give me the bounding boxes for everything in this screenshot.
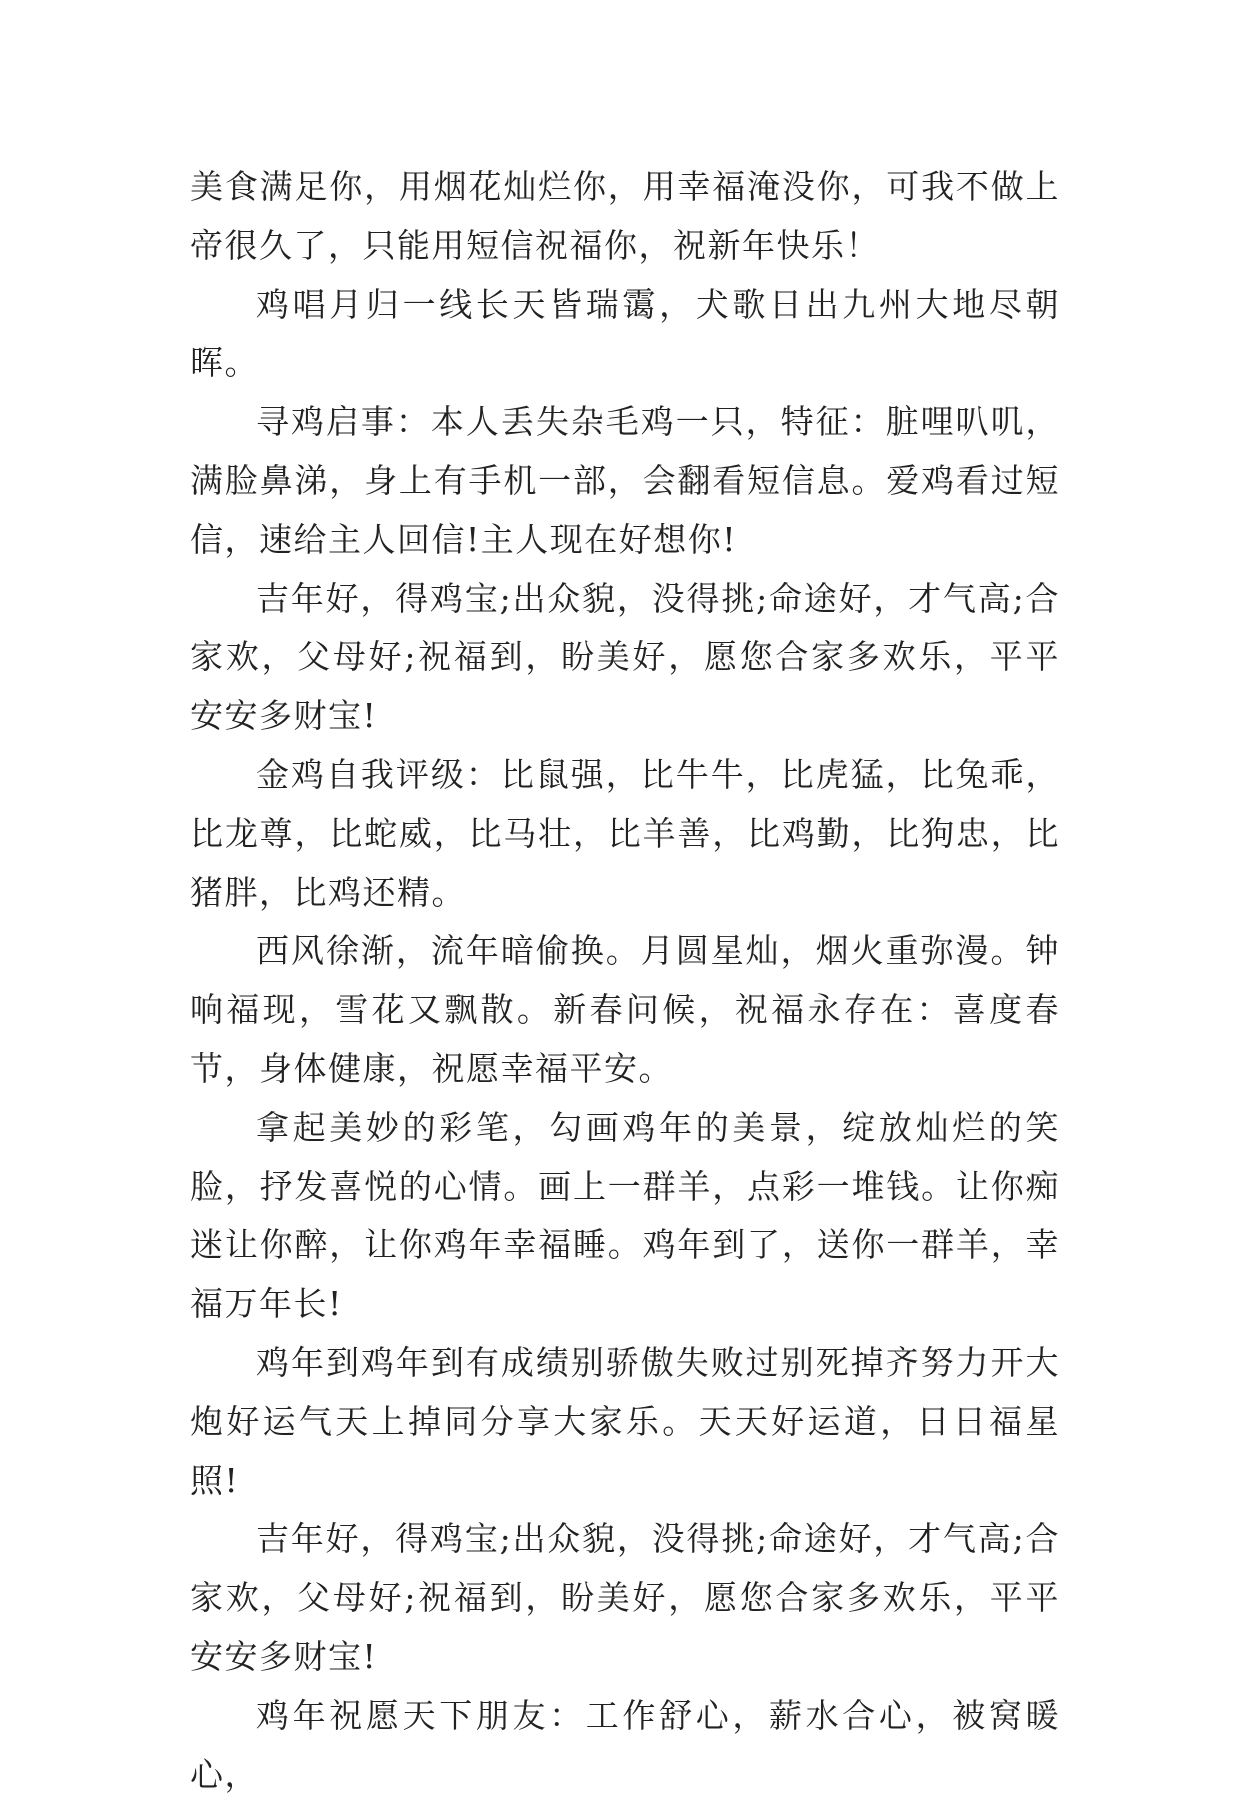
paragraph: 西风徐渐，流年暗偷换。月圆星灿，烟火重弥漫。钟响福现，雪花又飘散。新春问候，祝福永存在：喜度春节，身体健康，祝愿幸福平安。	[190, 931, 1060, 1088]
paragraph: 吉年好，得鸡宝;出众貌，没得挑;命途好，才气高;合家欢，父母好;祝福到，盼美好，愿您合家多欢乐，平平安安多财宝!	[190, 1519, 1060, 1676]
paragraph: 金鸡自我评级：比鼠强，比牛牛，比虎猛，比兔乖，比龙尊，比蛇威，比马壮，比羊善，比鸡勤，比狗忠，比猪胖，比鸡还精。	[190, 754, 1060, 912]
paragraph: 鸡年到鸡年到有成绩别骄傲失败过别死掉齐努力开大炮好运气天上掉同分享大家乐。天天好运道，日日福星照!	[190, 1342, 1060, 1500]
paragraph: 鸡年祝愿天下朋友：工作舒心，薪水合心，被窝暖心，	[190, 1695, 1060, 1794]
paragraph: 吉年好，得鸡宝;出众貌，没得挑;命途好，才气高;合家欢，父母好;祝福到，盼美好，愿您合家多欢乐，平平安安多财宝!	[190, 578, 1060, 736]
paragraph-continued: 美食满足你，用烟花灿烂你，用幸福淹没你，可我不做上帝很久了，只能用短信祝福你，祝新年快乐！	[190, 167, 1060, 265]
paragraph: 寻鸡启事：本人丢失杂毛鸡一只，特征：脏哩叭叽，满脸鼻涕，身上有手机一部，会翻看短信息。爱鸡看过短信，速给主人回信!主人现在好想你!	[190, 402, 1060, 559]
paragraph: 鸡唱月归一线长天皆瑞霭，犬歌日出九州大地尽朝晖。	[190, 284, 1060, 383]
document-body	[190, 158, 1060, 1804]
paragraph: 拿起美妙的彩笔，勾画鸡年的美景，绽放灿烂的笑脸，抒发喜悦的心情。画上一群羊，点彩一堆钱。让你痴迷让你醉，让你鸡年幸福睡。鸡年到了，送你一群羊，幸福万年长!	[190, 1107, 1060, 1324]
